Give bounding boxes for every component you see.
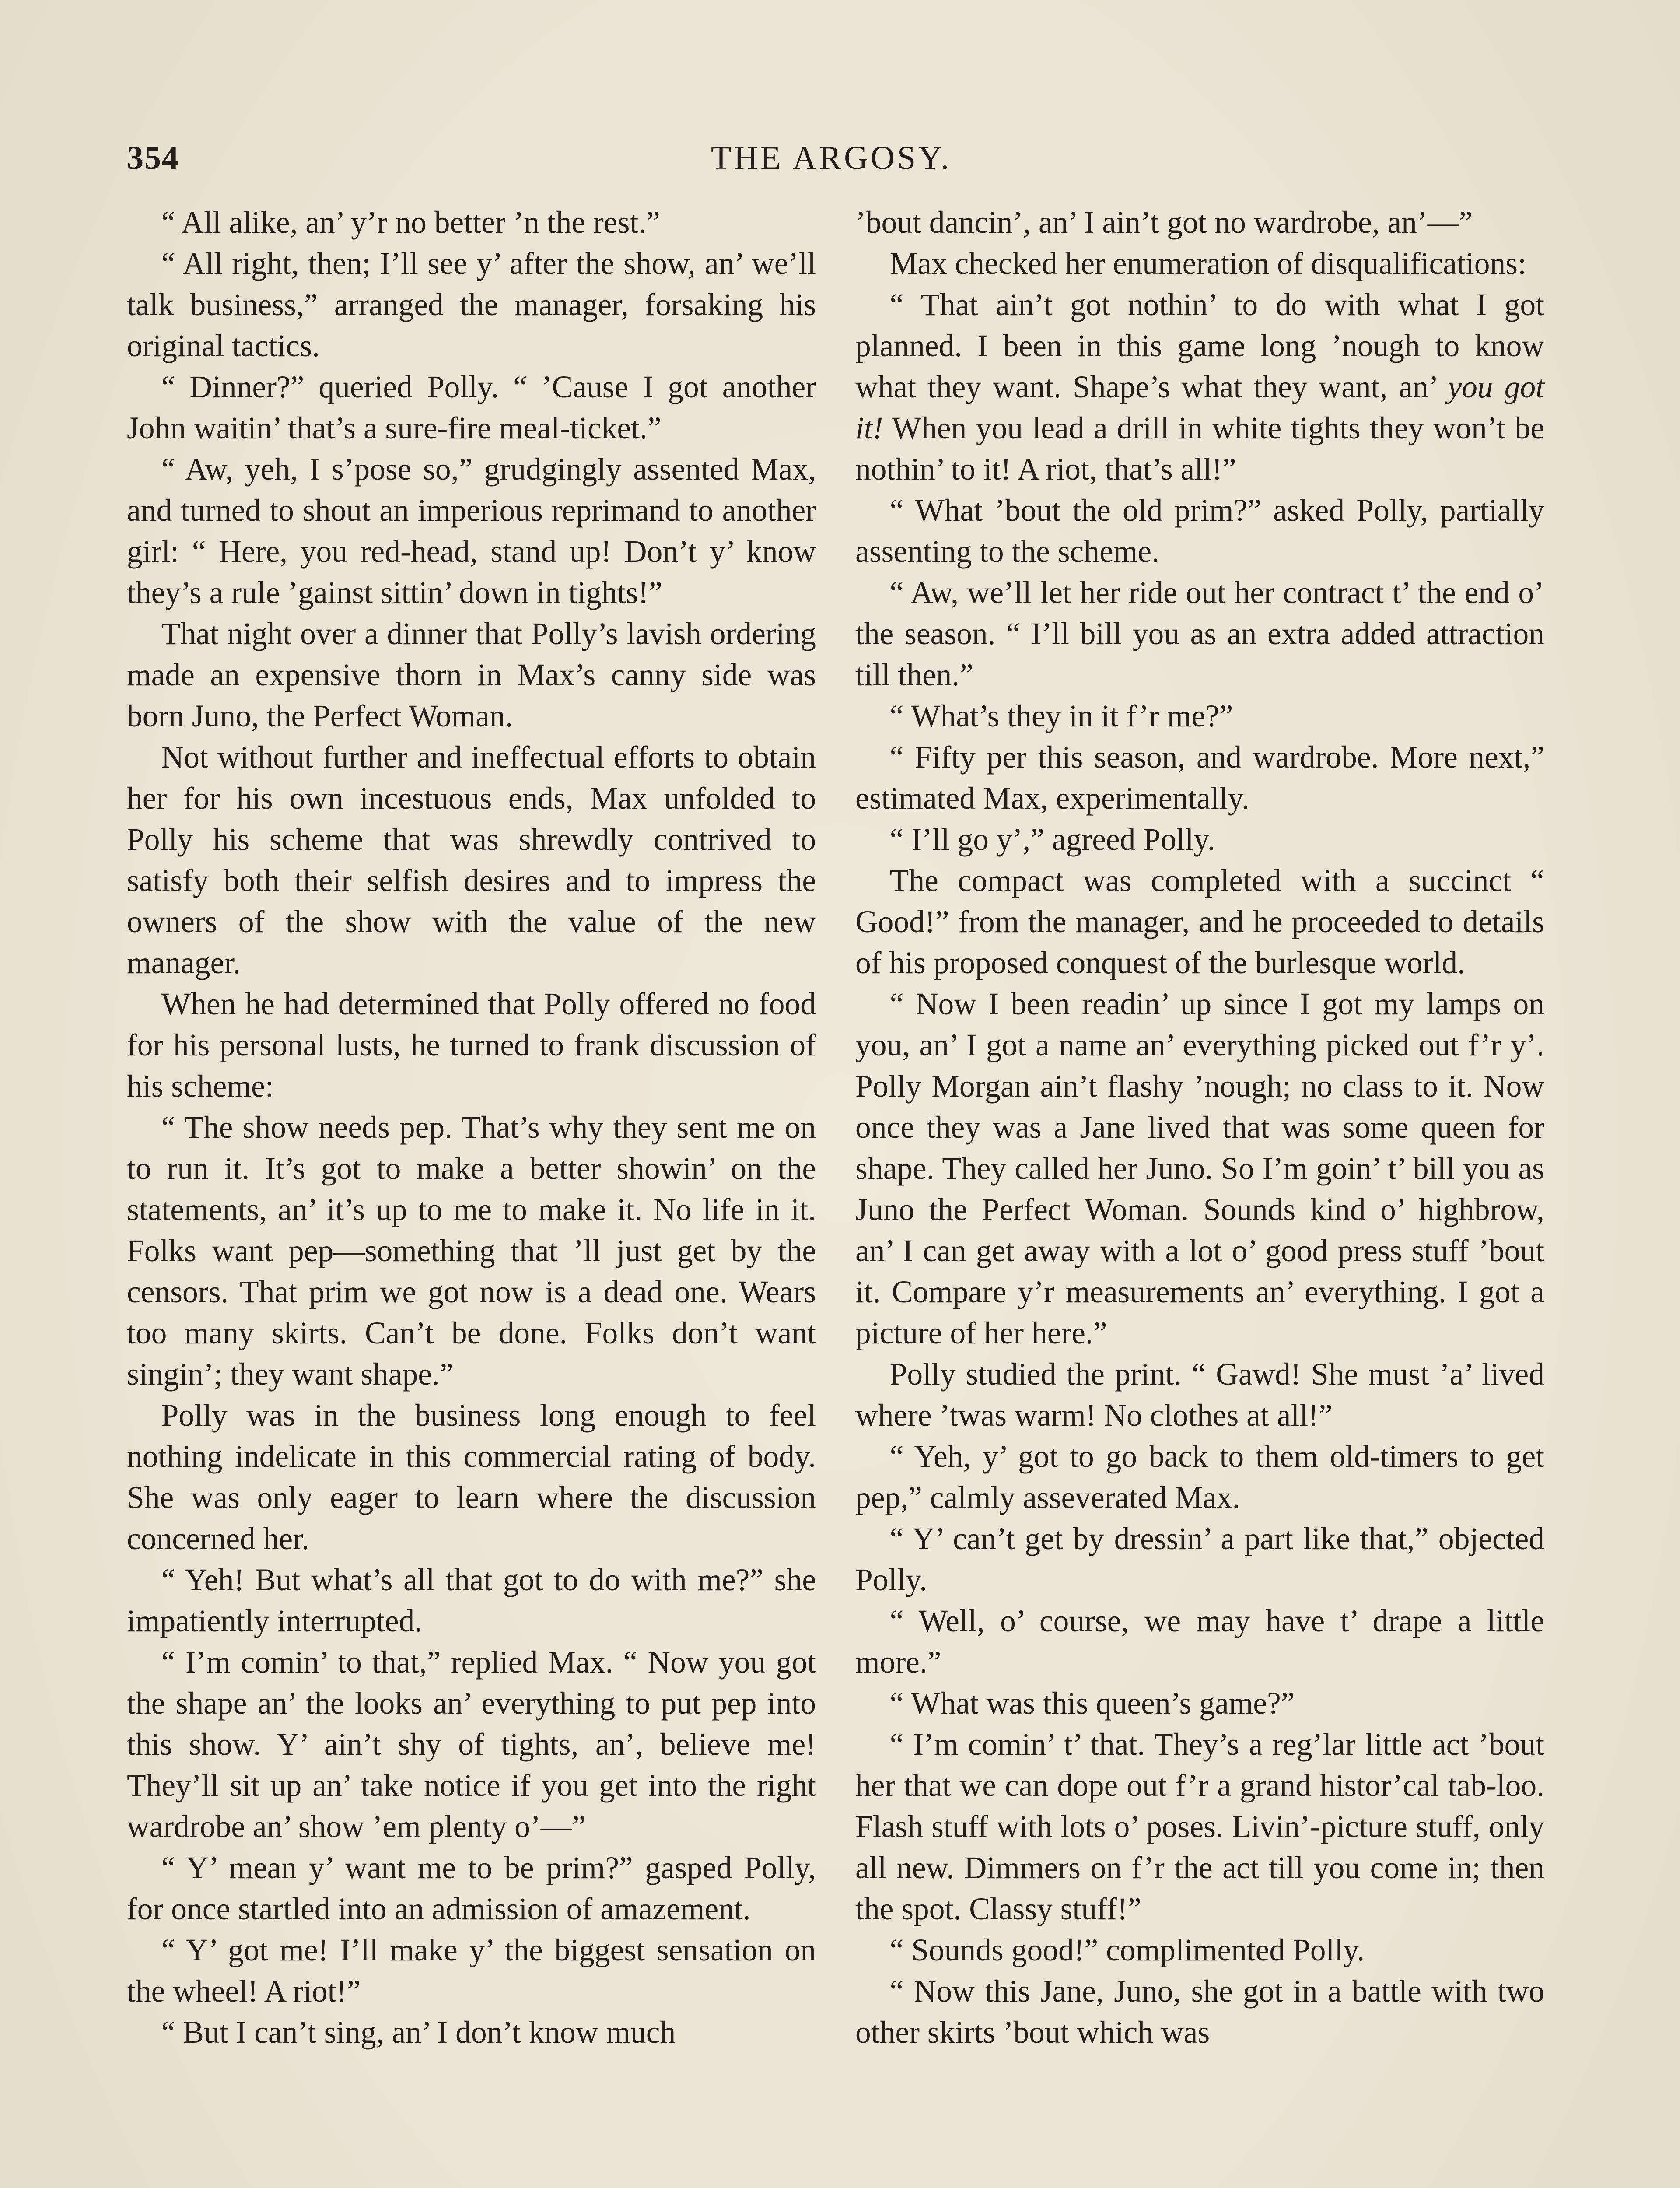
- paragraph: “ Y’ mean y’ want me to be prim?” gasped Polly, for once startled into an admission of amazement.: [127, 1851, 816, 1926]
- paragraph: Max checked her enumeration of disqualifications:: [889, 246, 1526, 281]
- right-column: [855, 202, 1544, 2053]
- paragraph: Polly was in the business long enough to feel nothing indelicate in this commercial rating of body. She was only eager to learn where the discussion concerned her.: [127, 1398, 816, 1556]
- paragraph: [855, 284, 1544, 490]
- paragraph: Polly studied the print. “ Gawd! She must ’a’ lived where ’twas warm! No clothes at all!”: [855, 1357, 1544, 1433]
- paragraph: “ Now this Jane, Juno, she got in a battle with two other skirts ’bout which was: [855, 1974, 1544, 2050]
- page-header: [127, 139, 1536, 179]
- paragraph: “ Fifty per this season, and wardrobe. More next,” estimated Max, experimentally.: [855, 740, 1544, 816]
- paragraph: “ But I can’t sing, an’ I don’t know much: [161, 2015, 676, 2050]
- paragraph: “ What ’bout the old prim?” asked Polly, partially assenting to the scheme.: [855, 493, 1544, 569]
- paragraph: “ Dinner?” queried Polly. “ ’Cause I got another John waitin’ that’s a sure-fire meal-ticket.”: [127, 370, 816, 445]
- paragraph: “ Yeh, y’ got to go back to them old-timers to get pep,” calmly asseverated Max.: [855, 1439, 1544, 1515]
- paragraph: When he had determined that Polly offered no food for his personal lusts, he turned to frank discussion of his scheme:: [127, 987, 816, 1104]
- running-title: THE ARGOSY.: [710, 140, 952, 176]
- paragraph: “ I’ll go y’,” agreed Polly.: [889, 822, 1215, 857]
- paragraph: “ Aw, we’ll let her ride out her contract t’ the end o’ the season. “ I’ll bill you as an extra added attraction till then.”: [855, 575, 1544, 692]
- paragraph: “ All alike, an’ y’r no better ’n the rest.”: [161, 205, 660, 240]
- paragraph: “ Well, o’ course, we may have t’ drape a little more.”: [855, 1604, 1544, 1680]
- paragraph: “ All right, then; I’ll see y’ after the show, an’ we’ll talk business,” arranged the manager, forsaking his original tactics.: [127, 246, 816, 363]
- italic-emphasis: you got it!: [855, 370, 1544, 445]
- paragraph: “ Sounds good!” complimented Polly.: [889, 1933, 1365, 1967]
- paragraph: “ Yeh! But what’s all that got to do with me?” she impatiently interrupted.: [127, 1563, 816, 1638]
- paragraph: “ What’s they in it f’r me?”: [889, 699, 1233, 733]
- paragraph: Not without further and ineffectual efforts to obtain her for his own incestuous ends, Max unfolded to Polly his scheme that was shrewdly contrived to satisfy both their selfish desires and to impress the owners of the show with the value of the new manager.: [127, 740, 816, 980]
- paragraph: “ What was this queen’s game?”: [889, 1686, 1295, 1721]
- paragraph: “ Now I been readin’ up since I got my lamps on you, an’ I got a name an’ everything picked out f’r y’. Polly Morgan ain’t flashy ’nough; no class to it. Now once they was a Jane lived that was some queen for shape. They called her Juno. So I’m goin’ t’ bill you as Juno the Perfect Woman. Sounds kind o’ highbrow, an’ I can get away with a lot o’ good press stuff ’bout it. Compare y’r measurements an’ everything. I got a picture of her here.”: [855, 987, 1544, 1350]
- text-run: “ That ain’t got nothin’ to do with what I got planned. I been in this game long ’nough to know what they want. Shape’s what they want, an’: [855, 288, 1544, 404]
- paragraph: The compact was completed with a succinct “ Good!” from the manager, and he proceeded to details of his proposed conquest of the burlesque world.: [855, 863, 1544, 980]
- left-column: [127, 202, 816, 2053]
- paragraph: “ The show needs pep. That’s why they sent me on to run it. It’s got to make a better showin’ on the statements, an’ it’s up to me to make it. No life in it. Folks want pep—something that ’ll just get by the censors. That prim we got now is a dead one. Wears too many skirts. Can’t be done. Folks don’t want singin’; they want shape.”: [127, 1110, 816, 1392]
- paragraph: ’bout dancin’, an’ I ain’t got no wardrobe, an’—”: [855, 205, 1473, 240]
- paragraph: “ I’m comin’ to that,” replied Max. “ Now you got the shape an’ the looks an’ everything to put pep into this show. Y’ ain’t shy of tights, an’, believe me! They’ll sit up an’ take notice if you get into the right wardrobe an’ show ’em plenty o’—”: [127, 1645, 816, 1844]
- page-number: 354: [127, 140, 179, 176]
- paragraph: That night over a dinner that Polly’s lavish ordering made an expensive thorn in Max’s canny side was born Juno, the Perfect Woman.: [127, 617, 816, 733]
- paragraph: “ Aw, yeh, I s’pose so,” grudgingly assented Max, and turned to shout an imperious reprimand to another girl: “ Here, you red-head, stand up! Don’t y’ know they’s a rule ’gainst sittin’ down in tights!”: [127, 452, 816, 610]
- text-run: When you lead a drill in white tights they won’t be nothin’ to it! A riot, that’s all!”: [855, 411, 1544, 487]
- paragraph: “ Y’ can’t get by dressin’ a part like that,” objected Polly.: [855, 1522, 1544, 1597]
- paragraph: “ Y’ got me! I’ll make y’ the biggest sensation on the wheel! A riot!”: [127, 1933, 816, 2009]
- paragraph: “ I’m comin’ t’ that. They’s a reg’lar little act ’bout her that we can dope out f’r a grand histor’cal tab-loo. Flash stuff with lots o’ poses. Livin’-picture stuff, only all new. Dimmers on f’r the act till you come in; then the spot. Classy stuff!”: [855, 1727, 1544, 1926]
